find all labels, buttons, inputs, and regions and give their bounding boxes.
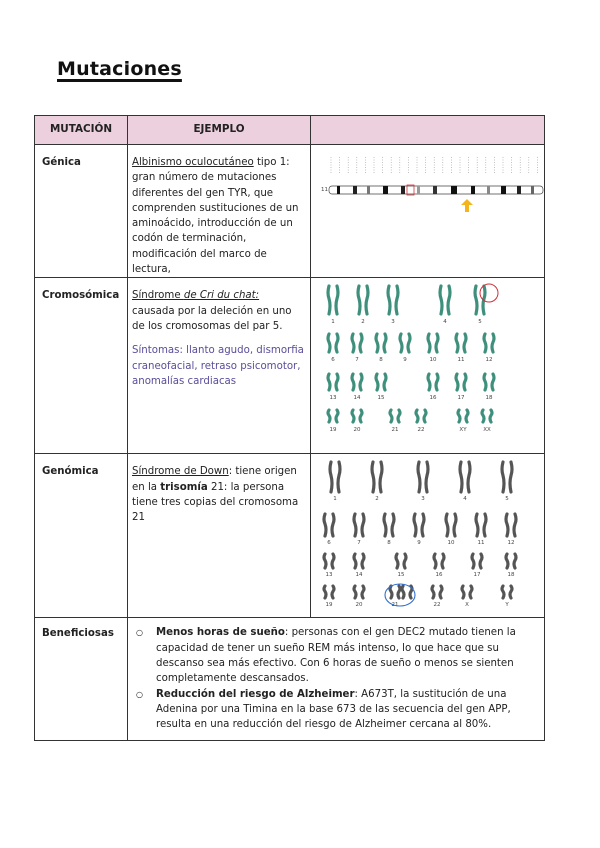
- header-mutation: MUTACIÓN: [35, 116, 128, 145]
- chromosome-band: [531, 186, 534, 194]
- chromatid-left: [352, 334, 354, 352]
- karyotype-label: 13: [325, 572, 333, 579]
- chromosome-band: [401, 186, 405, 194]
- karyotype-label: 16: [429, 395, 437, 402]
- chromosome-pair: [476, 514, 486, 536]
- karyotype-label: 21: [391, 427, 399, 434]
- chromatid-left: [328, 286, 330, 314]
- chromosome-band: [417, 186, 420, 194]
- chromosome-pair: [458, 410, 468, 422]
- chromosome-pair: [354, 586, 364, 598]
- chromatid-left: [352, 374, 354, 390]
- karyotype-label: X: [465, 602, 469, 609]
- karyotype-label: 4: [463, 496, 467, 503]
- karyotype-label: 6: [331, 357, 335, 364]
- chromosome-pair: [330, 462, 340, 492]
- example-text: causada por la deleción en uno de los cromosomas del par 5.: [132, 305, 292, 332]
- chromosome-pair: [324, 554, 334, 568]
- chromosome-band: [471, 186, 475, 194]
- chromatid-right: [480, 554, 482, 568]
- karyotype-label: XY: [459, 427, 467, 434]
- chromatid-right: [468, 462, 470, 492]
- chromatid-left: [472, 554, 474, 568]
- chromatid-left: [484, 374, 486, 390]
- mutation-type: Génica: [35, 145, 128, 278]
- example-description: [128, 145, 311, 278]
- chromatid-right: [484, 514, 486, 536]
- chromatid-left: [376, 334, 378, 352]
- chromatid-right: [392, 514, 394, 536]
- chromosome-pair: [352, 410, 362, 422]
- chromatid-right: [490, 410, 492, 422]
- chromatid-left: [354, 514, 356, 536]
- chromosome-pair: [456, 334, 466, 352]
- chromatid-left: [390, 586, 392, 598]
- chromosome-pair: [390, 586, 400, 598]
- chromatid-left: [418, 462, 420, 492]
- chromatid-left: [324, 554, 326, 568]
- chromosome-band: [433, 186, 437, 194]
- chromatid-left: [458, 410, 460, 422]
- chromatid-left: [328, 334, 330, 352]
- chromatid-left: [460, 462, 462, 492]
- karyotype-label: 14: [353, 395, 361, 402]
- gene-locus-arrow-icon: [461, 199, 473, 212]
- karyotype-label: 9: [403, 357, 407, 364]
- chromatid-left: [428, 374, 430, 390]
- chromatid-right: [362, 586, 364, 598]
- chromosome-pair: [328, 334, 338, 352]
- chromosome-pair: [484, 334, 494, 352]
- chromosome-pair: [502, 462, 512, 492]
- chromatid-left: [352, 410, 354, 422]
- chromatid-left: [456, 334, 458, 352]
- chromosome-pair: [376, 334, 386, 352]
- karyotype-label: 15: [397, 572, 405, 579]
- karyotype-label: 12: [485, 357, 493, 364]
- karyotype-label: 20: [353, 427, 361, 434]
- chromatid-right: [332, 554, 334, 568]
- chromosome-pair: [328, 410, 338, 422]
- chromatid-left: [506, 514, 508, 536]
- mutations-table: [34, 115, 545, 741]
- chromatid-right: [514, 554, 516, 568]
- chromatid-left: [506, 554, 508, 568]
- example-description: Síndrome de Down: tiene origen en la trisomía 21: la persona tiene tres copias del cromosoma 21: [128, 454, 311, 618]
- chromatid-left: [354, 554, 356, 568]
- chromosome-pair: [328, 374, 338, 390]
- karyotype-label: 1: [333, 496, 337, 503]
- chromatid-left: [324, 586, 326, 598]
- chromosome-pair: [462, 586, 472, 598]
- chromatid-right: [466, 410, 468, 422]
- karyotype-cri-du-chat-figure: [311, 278, 545, 454]
- karyotype-label: 10: [447, 540, 455, 547]
- chromosome-pair: [352, 374, 362, 390]
- chromatid-left: [484, 334, 486, 352]
- mutation-type: Genómica: [35, 454, 128, 618]
- chromosome-number-label: 11: [321, 187, 328, 193]
- deletion-highlight-circle: [480, 284, 498, 302]
- table-row-genica: [35, 145, 545, 278]
- benefits-list: [128, 618, 545, 741]
- chromosome-pair: [354, 554, 364, 568]
- chromatid-right: [332, 586, 334, 598]
- chromatid-left: [358, 286, 360, 314]
- karyotype-label: 10: [429, 357, 437, 364]
- mutation-type: Cromosómica: [35, 278, 128, 454]
- chromatid-left: [502, 462, 504, 492]
- karyotype-label: 22: [433, 602, 441, 609]
- chromatid-right: [408, 334, 410, 352]
- chromatid-right: [422, 514, 424, 536]
- chromosome-pair: [388, 286, 398, 314]
- karyotype-label: 2: [361, 319, 365, 326]
- chromatid-left: [440, 286, 442, 314]
- chromosome-pair: [390, 410, 400, 422]
- chromatid-left: [384, 514, 386, 536]
- karyotype-label: 8: [379, 357, 383, 364]
- chromatid-left: [446, 514, 448, 536]
- chromatid-right: [424, 410, 426, 422]
- example-description: [128, 278, 311, 454]
- chromosome-pair: [376, 374, 386, 390]
- chromosome-band: [353, 186, 357, 194]
- karyotype-label: 7: [355, 357, 359, 364]
- chromatid-right: [448, 286, 450, 314]
- chromosome-pair: [354, 514, 364, 536]
- karyotype-label: 14: [355, 572, 363, 579]
- karyotype-label: 3: [421, 496, 425, 503]
- chromatid-left: [328, 374, 330, 390]
- header-image: [311, 116, 545, 145]
- karyotype-label: 18: [507, 572, 515, 579]
- chromosome-pair: [460, 462, 470, 492]
- chromatid-right: [514, 514, 516, 536]
- chromosome-pair: [324, 586, 334, 598]
- chromosome-band: [367, 186, 370, 194]
- karyotype-label: Y: [505, 602, 509, 609]
- chromosome-pair: [472, 554, 482, 568]
- chromosome-pair: [506, 514, 516, 536]
- chromatid-right: [398, 586, 400, 598]
- chromosome-pair: [484, 374, 494, 390]
- chromatid-right: [362, 514, 364, 536]
- chromatid-right: [442, 554, 444, 568]
- karyotype-label: 20: [355, 602, 363, 609]
- karyotype-label: 16: [435, 572, 443, 579]
- chromosome-band: [337, 186, 340, 194]
- chromosome-pair: [446, 514, 456, 536]
- chromosome-pair: [352, 334, 362, 352]
- karyotype-label: 6: [327, 540, 331, 547]
- chromatid-right: [336, 286, 338, 314]
- chromosome-pair: [434, 554, 444, 568]
- chromatid-right: [396, 286, 398, 314]
- chromatid-left: [330, 462, 332, 492]
- chromosome-pair: [396, 554, 406, 568]
- chromatid-right: [464, 334, 466, 352]
- chromatid-right: [454, 514, 456, 536]
- symptoms-text: Síntomas: llanto agudo, dismorfia craneofacial, retraso psicomotor, anomalías cardiacas: [132, 345, 304, 387]
- karyotype-label: 19: [325, 602, 333, 609]
- chromatid-right: [360, 410, 362, 422]
- chromatid-right: [470, 586, 472, 598]
- chromosome-pair: [416, 410, 426, 422]
- chromosome-pair: [432, 586, 442, 598]
- karyotype-label: 15: [377, 395, 385, 402]
- karyotype-label: 11: [477, 540, 485, 547]
- list-item: ○ Menos horas de sueño: personas con el gen DEC2 mutado tienen la capacidad de tener un sueño REM más intenso, lo que hace que su descanso sea más efectivo. Con 6 horas de sueño o menos se sienten completamente descansados.: [136, 625, 534, 686]
- karyotype-label: 7: [357, 540, 361, 547]
- karyotype-label: 12: [507, 540, 515, 547]
- example-title: Albinismo oculocutáneo: [132, 157, 254, 168]
- chromatid-right: [366, 286, 368, 314]
- karyotype-down-figure: [311, 454, 545, 618]
- table-row-cromosomica: [35, 278, 545, 454]
- chromosome-pair: [400, 334, 410, 352]
- chromosome-pair: [372, 462, 382, 492]
- karyotype-label: 3: [391, 319, 395, 326]
- chromatid-right: [380, 462, 382, 492]
- chromosome-ideogram-figure: [311, 145, 545, 278]
- karyotype-label: 22: [417, 427, 425, 434]
- chromosome-pair: [506, 554, 516, 568]
- table-header-row: [35, 116, 545, 145]
- karyotype-label: 18: [485, 395, 493, 402]
- mutation-type: Beneficiosas: [35, 618, 128, 741]
- chromatid-right: [384, 334, 386, 352]
- chromatid-left: [402, 586, 404, 598]
- chromatid-right: [426, 462, 428, 492]
- chromatid-left: [400, 334, 402, 352]
- header-example: EJEMPLO: [128, 116, 311, 145]
- chromatid-right: [384, 374, 386, 390]
- chromatid-right: [336, 410, 338, 422]
- chromatid-right: [510, 586, 512, 598]
- chromatid-left: [416, 410, 418, 422]
- chromatid-right: [332, 514, 334, 536]
- karyotype-label: 2: [375, 496, 379, 503]
- karyotype-label: 17: [457, 395, 465, 402]
- karyotype-label: 19: [329, 427, 337, 434]
- chromosome-pair: [324, 514, 334, 536]
- chromatid-right: [338, 462, 340, 492]
- chromatid-left: [414, 514, 416, 536]
- chromosome-pair: [384, 514, 394, 536]
- chromatid-right: [360, 374, 362, 390]
- chromatid-left: [354, 586, 356, 598]
- karyotype-label: 11: [457, 357, 465, 364]
- karyotype-label: 9: [417, 540, 421, 547]
- chromatid-left: [482, 410, 484, 422]
- chromatid-left: [396, 554, 398, 568]
- chromosome-pair: [358, 286, 368, 314]
- chromatid-right: [436, 374, 438, 390]
- chromatid-right: [510, 462, 512, 492]
- chromatid-left: [434, 554, 436, 568]
- example-text: tipo 1: gran número de mutaciones diferentes del gen TYR, que comprenden sustituciones de un aminoácido, introducción de un codón de terminación, modificación del marco de lectura,: [132, 157, 299, 276]
- chromatid-right: [436, 334, 438, 352]
- karyotype-label: XX: [483, 427, 491, 434]
- chromatid-right: [404, 554, 406, 568]
- chromatid-left: [390, 410, 392, 422]
- karyotype-label: 5: [505, 496, 509, 503]
- list-item: ○ Reducción del riesgo de Alzheimer: A673T, la sustitución de una Adenina por una Timina en la base 673 de las secuencia del gen APP, resulta en una reducción del riesgo de Alzheimer cercana al 80%.: [136, 687, 534, 733]
- chromatid-left: [475, 286, 477, 314]
- chromatid-right: [492, 374, 494, 390]
- chromatid-left: [502, 586, 504, 598]
- page-title: Mutaciones: [57, 58, 182, 80]
- table-row-beneficiosas: [35, 618, 545, 741]
- chromatid-right: [360, 334, 362, 352]
- example-title: Síndrome de Down: [132, 466, 229, 478]
- table-row-genomica: [35, 454, 545, 618]
- chromatid-right: [336, 334, 338, 352]
- chromatid-left: [462, 586, 464, 598]
- karyotype-label: 5: [478, 319, 482, 326]
- karyotype-label: 4: [443, 319, 447, 326]
- chromatid-right: [398, 410, 400, 422]
- chromatid-left: [372, 462, 374, 492]
- chromatid-left: [328, 410, 330, 422]
- chromatid-right: [440, 586, 442, 598]
- chromatid-right: [336, 374, 338, 390]
- karyotype-label: 1: [331, 319, 335, 326]
- chromatid-left: [428, 334, 430, 352]
- chromatid-left: [476, 514, 478, 536]
- chromosome-band: [487, 186, 490, 194]
- chromosome-band: [517, 186, 521, 194]
- chromosome-band: [383, 186, 388, 194]
- chromosome-pair: [482, 410, 492, 422]
- karyotype-label: 17: [473, 572, 481, 579]
- chromosome-pair: [428, 334, 438, 352]
- chromosome-pair: [502, 586, 512, 598]
- chromosome-pair: [414, 514, 424, 536]
- chromatid-left: [324, 514, 326, 536]
- chromosome-band: [501, 186, 506, 194]
- chromosome-pair: [418, 462, 428, 492]
- chromatid-left: [456, 374, 458, 390]
- example-title: Síndrome de Cri du chat:: [132, 290, 260, 302]
- chromatid-right: [492, 334, 494, 352]
- karyotype-label: 13: [329, 395, 337, 402]
- chromosome-pair: [428, 374, 438, 390]
- chromatid-right: [464, 374, 466, 390]
- chromosome-pair: [440, 286, 450, 314]
- chromosome-pair: [456, 374, 466, 390]
- chromosome-pair: [328, 286, 338, 314]
- chromatid-left: [432, 586, 434, 598]
- chromatid-left: [376, 374, 378, 390]
- karyotype-label: 8: [387, 540, 391, 547]
- chromatid-right: [362, 554, 364, 568]
- chromatid-left: [388, 286, 390, 314]
- karyotype-label: 21: [391, 602, 399, 609]
- chromosome-band: [451, 186, 457, 194]
